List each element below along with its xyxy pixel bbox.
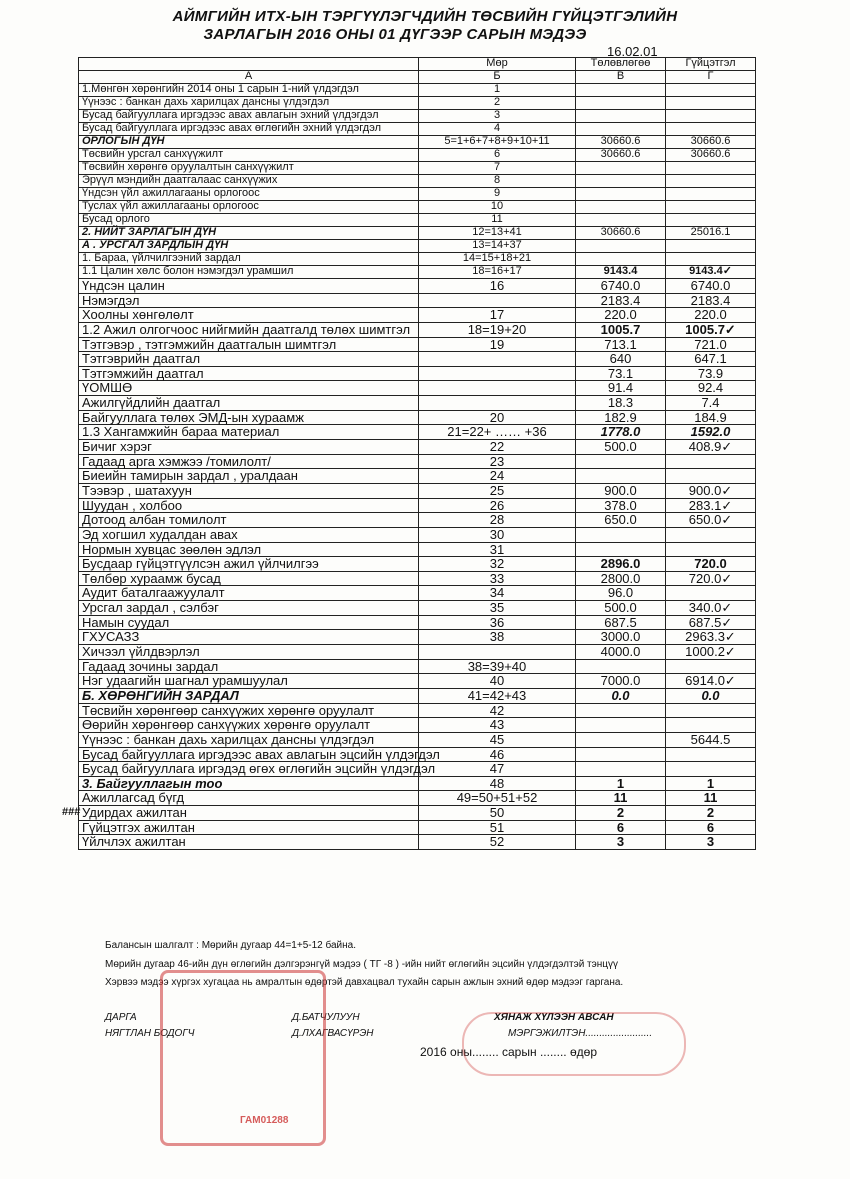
row-code: 8 [419, 175, 576, 188]
plan-value: 11 [576, 791, 666, 806]
row-label: 3. Байгууллагын тоо [79, 776, 419, 791]
table-row [79, 513, 756, 528]
plan-value: 2183.4 [576, 293, 666, 308]
row-code [419, 366, 576, 381]
table-row [79, 527, 756, 542]
row-code: 19 [419, 337, 576, 352]
row-code: 38 [419, 630, 576, 645]
row-label: 2. НИЙТ ЗАРЛАГЫН ДҮН [79, 227, 419, 240]
accountant-label: НЯГТЛАН БОДОГЧ [105, 1028, 195, 1039]
table-row [79, 308, 756, 323]
plan-value: 182.9 [576, 410, 666, 425]
actual-value: 30660.6 [666, 149, 756, 162]
column-header [79, 58, 419, 71]
row-code: 1 [419, 84, 576, 97]
plan-value: 30660.6 [576, 136, 666, 149]
actual-value: 7.4 [666, 396, 756, 411]
plan-value: 500.0 [576, 440, 666, 455]
actual-value [666, 84, 756, 97]
row-code: 47 [419, 762, 576, 777]
plan-value: 3000.0 [576, 630, 666, 645]
table-row [79, 557, 756, 572]
plan-value [576, 469, 666, 484]
table-row [79, 123, 756, 136]
row-code: 7 [419, 162, 576, 175]
plan-value [576, 162, 666, 175]
row-code: 38=39+40 [419, 659, 576, 674]
row-label: Хоолны хөнгөлөлт [79, 308, 419, 323]
actual-value: 900.0✓ [666, 483, 756, 498]
row-label: Байгууллага төлөх ЭМД-ын хураамж [79, 410, 419, 425]
table-row [79, 253, 756, 266]
table-row [79, 201, 756, 214]
row-label: А . УРСГАЛ ЗАРДЛЫН ДҮН [79, 240, 419, 253]
row-code: 23 [419, 454, 576, 469]
plan-value [576, 253, 666, 266]
table-row [79, 747, 756, 762]
row-label: 1. Бараа, үйлчилгээний зардал [79, 253, 419, 266]
row-label: 1.3 Хангамжийн бараа материал [79, 425, 419, 440]
row-label: Бусад байгууллага иргэдээс авах авлагын эхний үлдэгдэл [79, 110, 419, 123]
row-label: Үүнээс : банкан дахь харилцах дансны үлдэгдэл [79, 732, 419, 747]
table-row [79, 674, 756, 689]
actual-value [666, 201, 756, 214]
actual-value: 340.0✓ [666, 601, 756, 616]
plan-value [576, 762, 666, 777]
actual-value [666, 762, 756, 777]
row-code: 10 [419, 201, 576, 214]
row-code: 6 [419, 149, 576, 162]
row-code: 4 [419, 123, 576, 136]
actual-value: 11 [666, 791, 756, 806]
table-row [79, 337, 756, 352]
actual-value [666, 542, 756, 557]
row-code: 46 [419, 747, 576, 762]
row-label: Тэтгэврийн даатгал [79, 352, 419, 367]
row-code: 36 [419, 615, 576, 630]
row-code: 24 [419, 469, 576, 484]
actual-value: 2 [666, 806, 756, 821]
actual-value [666, 253, 756, 266]
table-row [79, 240, 756, 253]
actual-value: 1005.7✓ [666, 322, 756, 337]
row-code: 28 [419, 513, 576, 528]
column-header: Гүйцэтгэл [666, 58, 756, 71]
table-row [79, 352, 756, 367]
row-code [419, 352, 576, 367]
plan-value [576, 454, 666, 469]
actual-value: 1000.2✓ [666, 645, 756, 660]
table-row [79, 571, 756, 586]
column-letter: В [576, 71, 666, 84]
table-row [79, 110, 756, 123]
plan-value [576, 201, 666, 214]
actual-value: 92.4 [666, 381, 756, 396]
table-row [79, 469, 756, 484]
plan-value [576, 542, 666, 557]
row-label: Эд хогшил худалдан авах [79, 527, 419, 542]
table-row [79, 293, 756, 308]
row-label: Бусад байгууллага иргэдэд өгөх өглөгийн эцсийн үлдэгдэл [79, 762, 419, 777]
date-line: 2016 оны........ сарын ........ өдөр [420, 1045, 597, 1059]
row-code: 48 [419, 776, 576, 791]
row-label: Бусдаар гүйцэтгүүлсэн ажил үйлчилгээ [79, 557, 419, 572]
darga-name: Д.БАТЧУЛУУН [292, 1012, 360, 1023]
row-code: 18=16+17 [419, 266, 576, 279]
column-header: Төлөвлөгөө [576, 58, 666, 71]
row-code: 49=50+51+52 [419, 791, 576, 806]
row-label: Бичиг хэрэг [79, 440, 419, 455]
row-label: Биеийн тамирын зардал , уралдаан [79, 469, 419, 484]
plan-value [576, 175, 666, 188]
report-date: 16.02.01 [607, 44, 658, 59]
report-title-line1: АЙМГИЙН ИТХ-ЫН ТЭРГҮҮЛЭГЧДИЙН ТӨСВИЙН ГҮЙЦЭТГЭЛИЙН [172, 8, 678, 25]
row-code: 13=14+37 [419, 240, 576, 253]
row-label: Тэтгэвэр , тэтгэмжийн даатгалын шимтгэл [79, 337, 419, 352]
row-code [419, 381, 576, 396]
actual-value [666, 586, 756, 601]
row-label: Үүнээс : банкан дахь харилцах дансны үлдэгдэл [79, 97, 419, 110]
row-code: 5=1+6+7+8+9+10+11 [419, 136, 576, 149]
row-label: Бусад байгууллага иргэдээс авах авлагын эцсийн үлдэгдэл [79, 747, 419, 762]
row-code: 16 [419, 279, 576, 294]
plan-value [576, 747, 666, 762]
row-label: Төсвийн хөрөнгөөр санхүүжих хөрөнгө оруулалт [79, 703, 419, 718]
table-row [79, 688, 756, 703]
plan-value: 91.4 [576, 381, 666, 396]
table-row [79, 396, 756, 411]
row-label: Бусад байгууллага иргэдээс авах өглөгийн эхний үлдэгдэл [79, 123, 419, 136]
plan-value: 6 [576, 820, 666, 835]
table-row [79, 162, 756, 175]
footer-line1: Балансын шалгалт : Мөрийн дугаар 44=1+5-12 байна. [105, 940, 357, 951]
row-label: Урсгал зардал , сэлбэг [79, 601, 419, 616]
table-row [79, 601, 756, 616]
row-label: 1.Мөнгөн хөрөнгийн 2014 оны 1 сарын 1-ний үлдэгдэл [79, 84, 419, 97]
row-label: Нэг удаагийн шагнал урамшуулал [79, 674, 419, 689]
plan-value: 3 [576, 835, 666, 850]
row-label: Шуудан , холбоо [79, 498, 419, 513]
plan-value: 500.0 [576, 601, 666, 616]
table-row [79, 440, 756, 455]
plan-value: 9143.4 [576, 266, 666, 279]
row-label: ОРЛОГЫН ДҮН [79, 136, 419, 149]
table-row [79, 381, 756, 396]
row-code: 40 [419, 674, 576, 689]
row-code: 21=22+ …… +36 [419, 425, 576, 440]
plan-value [576, 188, 666, 201]
row-label: Бусад орлого [79, 214, 419, 227]
actual-value [666, 747, 756, 762]
row-code: 17 [419, 308, 576, 323]
table-row [79, 718, 756, 733]
row-code: 20 [419, 410, 576, 425]
row-label: Үндсэн үйл ажиллагааны орлогоос [79, 188, 419, 201]
plan-value: 2896.0 [576, 557, 666, 572]
actual-value: 0.0 [666, 688, 756, 703]
row-code: 34 [419, 586, 576, 601]
actual-value: 9143.4✓ [666, 266, 756, 279]
table-row [79, 322, 756, 337]
row-label: ГХУСАЗЗ [79, 630, 419, 645]
table-row [79, 410, 756, 425]
row-code: 22 [419, 440, 576, 455]
actual-value: 184.9 [666, 410, 756, 425]
actual-value: 30660.6 [666, 136, 756, 149]
plan-value [576, 718, 666, 733]
review-stamp [462, 1012, 686, 1076]
plan-value: 687.5 [576, 615, 666, 630]
plan-value: 640 [576, 352, 666, 367]
plan-value [576, 110, 666, 123]
row-label: Удирдах ажилтан [79, 806, 419, 821]
table-row [79, 483, 756, 498]
actual-value: 647.1 [666, 352, 756, 367]
table-row [79, 175, 756, 188]
table-row [79, 188, 756, 201]
report-title-line2: ЗАРЛАГЫН 2016 ОНЫ 01 ДҮГЭЭР САРЫН МЭДЭЭ [203, 26, 587, 43]
actual-value [666, 469, 756, 484]
row-label: Үйлчлэх ажилтан [79, 835, 419, 850]
column-header: Мөр [419, 58, 576, 71]
table-row [79, 136, 756, 149]
table-row [79, 84, 756, 97]
table-row [79, 791, 756, 806]
table-row [79, 149, 756, 162]
actual-value: 6740.0 [666, 279, 756, 294]
row-label: Дотоод албан томилолт [79, 513, 419, 528]
plan-value: 2 [576, 806, 666, 821]
actual-value [666, 188, 756, 201]
actual-value [666, 659, 756, 674]
row-code: 35 [419, 601, 576, 616]
plan-value: 1778.0 [576, 425, 666, 440]
row-label: 1.2 Ажил олгогчоос нийгмийн даатгалд төлөх шимтгэл [79, 322, 419, 337]
table-row [79, 498, 756, 513]
plan-value: 30660.6 [576, 227, 666, 240]
table-row [79, 542, 756, 557]
actual-value: 720.0✓ [666, 571, 756, 586]
actual-value [666, 97, 756, 110]
row-label: Нэмэгдэл [79, 293, 419, 308]
footer-line3: Хэрвээ мэдээ хүргэх хугацаа нь амралтын өдөртэй давхацвал тухайн сарын ажлын эхний өдөр мэдээг гаргана. [105, 977, 624, 988]
actual-value: 650.0✓ [666, 513, 756, 528]
table-row [79, 97, 756, 110]
row-label: Тээвэр , шатахуун [79, 483, 419, 498]
row-label: Туслах үйл ажиллагааны орлогоос [79, 201, 419, 214]
actual-value: 1592.0 [666, 425, 756, 440]
plan-value: 30660.6 [576, 149, 666, 162]
table-row [79, 659, 756, 674]
column-letter: Б [419, 71, 576, 84]
row-code: 32 [419, 557, 576, 572]
plan-value [576, 84, 666, 97]
darga-label: ДАРГА [105, 1012, 137, 1023]
table-row [79, 835, 756, 850]
actual-value [666, 123, 756, 136]
hash-mark: ### [62, 806, 81, 818]
actual-value [666, 718, 756, 733]
row-label: 1.1 Цалин хөлс болон нэмэгдэл урамшил [79, 266, 419, 279]
actual-value [666, 527, 756, 542]
actual-value: 721.0 [666, 337, 756, 352]
row-code: 12=13+41 [419, 227, 576, 240]
table-row [79, 615, 756, 630]
table-row [79, 227, 756, 240]
row-label: Б. ХӨРӨНГИЙН ЗАРДАЛ [79, 688, 419, 703]
plan-value: 18.3 [576, 396, 666, 411]
row-label: Аудит баталгаажуулалт [79, 586, 419, 601]
letter-row [79, 71, 756, 84]
row-label: Эрүүл мэндийн даатгалаас санхүүжих [79, 175, 419, 188]
plan-value: 96.0 [576, 586, 666, 601]
actual-value [666, 110, 756, 123]
plan-value [576, 703, 666, 718]
actual-value: 25016.1 [666, 227, 756, 240]
actual-value: 6 [666, 820, 756, 835]
plan-value [576, 97, 666, 110]
row-code [419, 396, 576, 411]
table-row [79, 776, 756, 791]
footer-line2: Мөрийн дугаар 46-ийн дүн өглөгийн дэлгэрэнгүй мэдээ ( ТГ -8 ) -ийн нийт өглөгийн эцсийн үлдэгдэлтэй тэнцүү [105, 959, 618, 970]
table-row [79, 425, 756, 440]
actual-value: 3 [666, 835, 756, 850]
row-label: Гадаад арга хэмжээ /томилолт/ [79, 454, 419, 469]
row-code: 42 [419, 703, 576, 718]
table-row [79, 586, 756, 601]
actual-value: 220.0 [666, 308, 756, 323]
plan-value [576, 214, 666, 227]
row-label: Намын суудал [79, 615, 419, 630]
row-code: 3 [419, 110, 576, 123]
actual-value: 1 [666, 776, 756, 791]
actual-value [666, 175, 756, 188]
plan-value: 4000.0 [576, 645, 666, 660]
row-code: 26 [419, 498, 576, 513]
table-row [79, 806, 756, 821]
row-code: 18=19+20 [419, 322, 576, 337]
plan-value: 6740.0 [576, 279, 666, 294]
row-code: 31 [419, 542, 576, 557]
actual-value: 720.0 [666, 557, 756, 572]
row-label: ҮОМШӨ [79, 381, 419, 396]
actual-value: 408.9✓ [666, 440, 756, 455]
column-letter: Г [666, 71, 756, 84]
row-label: Төлбөр хураамж бусад [79, 571, 419, 586]
plan-value [576, 659, 666, 674]
plan-value: 0.0 [576, 688, 666, 703]
table-row [79, 630, 756, 645]
actual-value: 283.1✓ [666, 498, 756, 513]
actual-value: 5644.5 [666, 732, 756, 747]
row-code: 51 [419, 820, 576, 835]
row-label: Үндсэн цалин [79, 279, 419, 294]
row-label: Гүйцэтгэх ажилтан [79, 820, 419, 835]
actual-value [666, 454, 756, 469]
header-row [79, 58, 756, 71]
table-row [79, 762, 756, 777]
actual-value [666, 162, 756, 175]
row-code: 9 [419, 188, 576, 201]
plan-value: 1 [576, 776, 666, 791]
row-label: Төсвийн хөрөнгө оруулалтын санхүүжилт [79, 162, 419, 175]
plan-value: 2800.0 [576, 571, 666, 586]
row-label: Хичээл үйлдвэрлэл [79, 645, 419, 660]
row-label: Ажиллагсад бүгд [79, 791, 419, 806]
row-code [419, 645, 576, 660]
row-code: 52 [419, 835, 576, 850]
actual-value [666, 240, 756, 253]
row-code: 30 [419, 527, 576, 542]
plan-value: 713.1 [576, 337, 666, 352]
row-code: 11 [419, 214, 576, 227]
actual-value: 73.9 [666, 366, 756, 381]
plan-value: 7000.0 [576, 674, 666, 689]
plan-value: 1005.7 [576, 322, 666, 337]
table-row [79, 454, 756, 469]
plan-value: 378.0 [576, 498, 666, 513]
row-label: Төсвийн урсгал санхүүжилт [79, 149, 419, 162]
row-code: 33 [419, 571, 576, 586]
row-code: 43 [419, 718, 576, 733]
table-row [79, 279, 756, 294]
row-label: Гадаад зочины зардал [79, 659, 419, 674]
table-row [79, 214, 756, 227]
plan-value: 220.0 [576, 308, 666, 323]
row-code: 45 [419, 732, 576, 747]
table-row [79, 703, 756, 718]
review-label: ХЯНАЖ ХҮЛЭЭН АВСАН [494, 1012, 614, 1023]
column-letter: А [79, 71, 419, 84]
plan-value [576, 240, 666, 253]
plan-value: 650.0 [576, 513, 666, 528]
row-code: 41=42+43 [419, 688, 576, 703]
actual-value: 6914.0✓ [666, 674, 756, 689]
actual-value: 2183.4 [666, 293, 756, 308]
row-label: Ажилгүйдлийн даатгал [79, 396, 419, 411]
row-label: Өөрийн хөрөнгөөр санхүүжих хөрөнгө оруулалт [79, 718, 419, 733]
plan-value: 73.1 [576, 366, 666, 381]
plan-value [576, 527, 666, 542]
row-label: Тэтгэмжийн даатгал [79, 366, 419, 381]
row-code: 25 [419, 483, 576, 498]
table-row [79, 645, 756, 660]
plan-value: 900.0 [576, 483, 666, 498]
actual-value [666, 703, 756, 718]
actual-value: 2963.3✓ [666, 630, 756, 645]
row-code: 14=15+18+21 [419, 253, 576, 266]
table-row [79, 732, 756, 747]
specialist-label: МЭРГЭЖИЛТЭН........................ [508, 1028, 653, 1039]
table-row [79, 820, 756, 835]
plan-value [576, 732, 666, 747]
accountant-name: Д.ЛХАГВАСҮРЭН [292, 1028, 374, 1039]
row-code [419, 293, 576, 308]
row-code: 50 [419, 806, 576, 821]
stamp-code: ГАМ01288 [240, 1115, 289, 1126]
budget-table [78, 57, 756, 850]
actual-value: 687.5✓ [666, 615, 756, 630]
table-row [79, 366, 756, 381]
table-row [79, 266, 756, 279]
actual-value [666, 214, 756, 227]
plan-value [576, 123, 666, 136]
row-code: 2 [419, 97, 576, 110]
row-label: Нормын хувцас зөөлөн эдлэл [79, 542, 419, 557]
